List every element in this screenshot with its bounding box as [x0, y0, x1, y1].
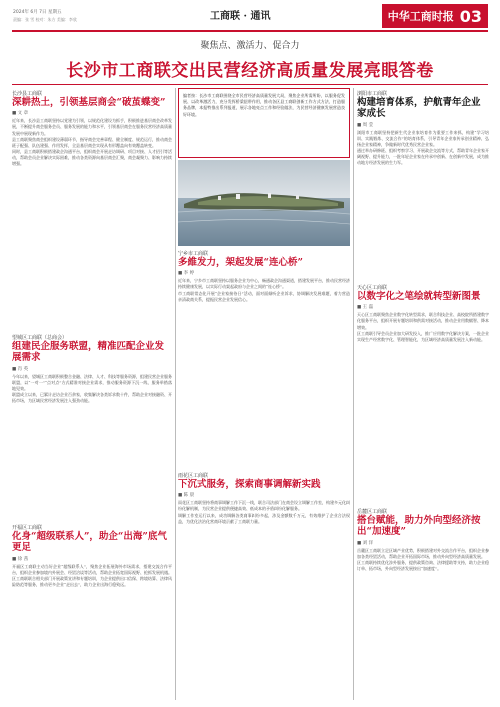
article-paragraph: 开福区工商联主动当好企业“超级联系人”，聚焦企业拓展海外市场需求，搭建交流合作平台，组织企业参加境内外展会、经贸洽谈等活动，帮助企业拓宽国际视野、抢抓发展机遇。 [12, 563, 172, 575]
section-title: 工商联 · 通讯 [210, 11, 271, 22]
article-title: 构建培育体系，护航青年企业家成长 [357, 97, 481, 120]
article-paragraph: 联盟成立以来，已累计走访企业百余家，收集解决各类诉求数十件，帮助企业对接融资、开拓市场，为区域民营经济发展注入强劲动能。 [12, 392, 172, 404]
article-yuelu [357, 508, 489, 698]
article-tag: 开福区工商联 [12, 525, 43, 531]
article-paragraph: 区工商联持续优化涉外服务，提供政策咨询、法律援助等支持，助力企业稳订单、拓市场，外向型经济发展按出“加速度”。 [357, 559, 489, 572]
masthead [0, 0, 500, 30]
article-paragraph: 近年来，长沙县工商联坚持以党建为引领，以规范化建设为抓手，积极推进基层商会改革发展，不断提升商会服务会员、服务发展的能力和水平，引领基层商会在服务民营经济高质量发展中展现新作为。 [12, 118, 172, 136]
article-byline: ■ 刘 洋 [357, 540, 374, 546]
column-divider [353, 88, 354, 700]
article-title: 多維发力，架起发展“连心桥” [178, 257, 303, 268]
article-byline: ■ 肖 英 [12, 366, 29, 372]
article-title: 以数字化之笔绘就转型新图景 [357, 291, 481, 302]
article-tag: 天心区工商联 [357, 285, 388, 291]
article-title: 组建民企服务联盟，精准匹配企业发展需求 [12, 341, 165, 364]
issue-date: 2024年 6月 7日 星期五 [13, 10, 62, 15]
article-paragraph: 岳麓区工商联立足区域产业优势，积极搭建对外交流合作平台，组织企业参加各类经贸活动，帮助企业开拓国际市场，推动外向型经济高质量发展。 [357, 547, 489, 559]
article-paragraph: 区工商联引导会员企业加大研发投入，推广应用数字化解决方案，一批企业实现生产经营数字化、管理智能化，为区域经济高质量发展注入新动能。 [357, 330, 489, 342]
center-column [178, 250, 350, 700]
article-paragraph: 市工商联常态化开展“企业家接待日”活动，面对面倾听企业诉求，协调解决发展难题，着力营造亲清政商关系，提振民营企业发展信心。 [178, 290, 350, 302]
article-paragraph: 调解工作室运行以来，成功调解各类商事纠纷多起，涉及金额数千万元，有效维护了企业合法权益，为优化法治化营商环境贡献了工商联力量。 [178, 512, 350, 524]
right-column [357, 90, 489, 700]
article-tianxin [357, 284, 489, 504]
masthead-rule [12, 30, 488, 32]
article-wangcheng [12, 334, 172, 520]
island-photo-image [178, 160, 350, 246]
article-title: 下沉式服务，探索商事调解新实践 [178, 479, 321, 490]
article-tag: 长沙县工商联 [12, 91, 43, 97]
article-ningxiang [178, 250, 350, 468]
article-byline: ■ 徐 茜 [12, 556, 29, 562]
article-title: 深耕热土，引领基层商会“破茧蝶变” [12, 97, 166, 108]
island-photo [178, 160, 350, 246]
article-byline: ■ 李 婷 [178, 271, 195, 277]
article-paragraph: 天心区工商联聚焦企业数字化转型需求，联合科技企业、高校院所搭建数字化服务平台，组织开展专题培训和供需对接活动，推动企业用数赋智、降本增效。 [357, 312, 489, 330]
newspaper-name: 中华工商时报 [387, 10, 454, 23]
article-paragraph: 雨花区工商联坚持将商事调解工作下沉一线，联合司法部门在商会设立调解工作室，构建多元化纠纷化解机制，为民营企业提供便捷高效、低成本的矛盾纠纷化解服务。 [178, 500, 350, 512]
article-title: 搭台赋能，助力外向型经济按出“加速度” [357, 515, 481, 538]
article-changsha [12, 90, 172, 330]
article-paragraph: 同时，县工商联积极搭建政企沟通平台，组织商会开展走访调研、项目对接、人才招引等活动，帮助会员企业解决实际困难，推动各类资源向基层商会汇聚，商会凝聚力、影响力持续增强。 [12, 148, 172, 167]
editors-note: 编者按：长沙市工商联围绕全市民营经济高质量发展大局，聚焦企业所需所盼，以服务促发展、以改革激活力，充分发挥桥梁纽带作用，推动各区县工商联创新工作方式方法，打造服务品牌，本报特推出系列报道，展示各地亮点工作和经验做法，为民营经济健康发展营造良好环境。 [178, 88, 350, 158]
headline-rule [12, 84, 488, 85]
article-title: 化身“超级联系人”，助企“出海”底气更足 [12, 531, 167, 554]
article-yuhua [178, 472, 350, 698]
article-paragraph: 今年以来，望城区工商联积极整合金融、法律、人才、科技等服务资源，组建民营企业服务联盟，以“一对一”“点对点”方式精准对接企业需求，推动服务资源下沉一线、服务举措落地见效。 [12, 373, 172, 391]
column-divider [175, 88, 176, 700]
article-tag: 望城区工商联（总商会） [12, 335, 68, 341]
page-number: 03 [459, 6, 482, 26]
article-paragraph: 县工商联聚焦商会组织建设薄弱环节，指导商会完善章程、健全制度、规范运行，推动商会班子配强、队伍建强、作用发挥，全县基层商会实现从有形覆盖向有效覆盖转变。 [12, 136, 172, 148]
article-liuyang [357, 90, 489, 280]
article-tag: 雨花区工商联 [178, 473, 209, 479]
article-byline: ■ 文 章 [12, 111, 29, 117]
newspaper-brand [382, 4, 488, 28]
article-paragraph: 浏阳市工商联坚持把新生代企业家培育作为重要工作来抓，构建“学习培训、实践锻炼、交流合作”的培育体系，引导青年企业家传承创业精神、弘扬企业家精神，争做新时代优秀民营企业家。 [357, 129, 489, 147]
article-byline: ■ 周 莹 [357, 122, 374, 128]
article-tag: 宁乡市工商联 [178, 251, 209, 257]
left-column [12, 90, 172, 700]
article-byline: ■ 王 磊 [357, 305, 374, 311]
article-kaifu [12, 524, 172, 694]
article-byline: ■ 陈 晨 [178, 493, 195, 499]
article-tag: 岳麓区工商联 [357, 509, 388, 515]
kicker: 聚焦点、激活力、促合力 [200, 41, 300, 51]
article-tag: 浏阳市工商联 [357, 91, 388, 97]
article-paragraph: 区工商联联合相关部门开展政策宣讲和专题培训，为企业提供出口信保、跨境结算、法律风险防范等服务，推动更多企业“走出去”，助力企业出海行稳致远。 [12, 575, 172, 588]
article-paragraph: 通过举办研修班、组织考察学习、开展政企交流等方式，帮助青年企业家开阔视野、提升能力，一批年轻企业家在传承中创新、在创新中发展，成为推动地方经济发展的生力军。 [357, 148, 489, 166]
article-paragraph: 近年来，宁乡市工商联坚持以服务企业为中心，畅通政企沟通渠道，搭建发展平台，推动民营经济持续健康发展，以实际行动架起政府与企业之间的“连心桥”。 [178, 278, 350, 290]
page-headline: 长沙市工商联交出民营经济高质量发展亮眼答卷 [66, 61, 434, 81]
editor-credit: 责编：张 雪 校对：朱方 美编：李欣 [13, 17, 77, 22]
